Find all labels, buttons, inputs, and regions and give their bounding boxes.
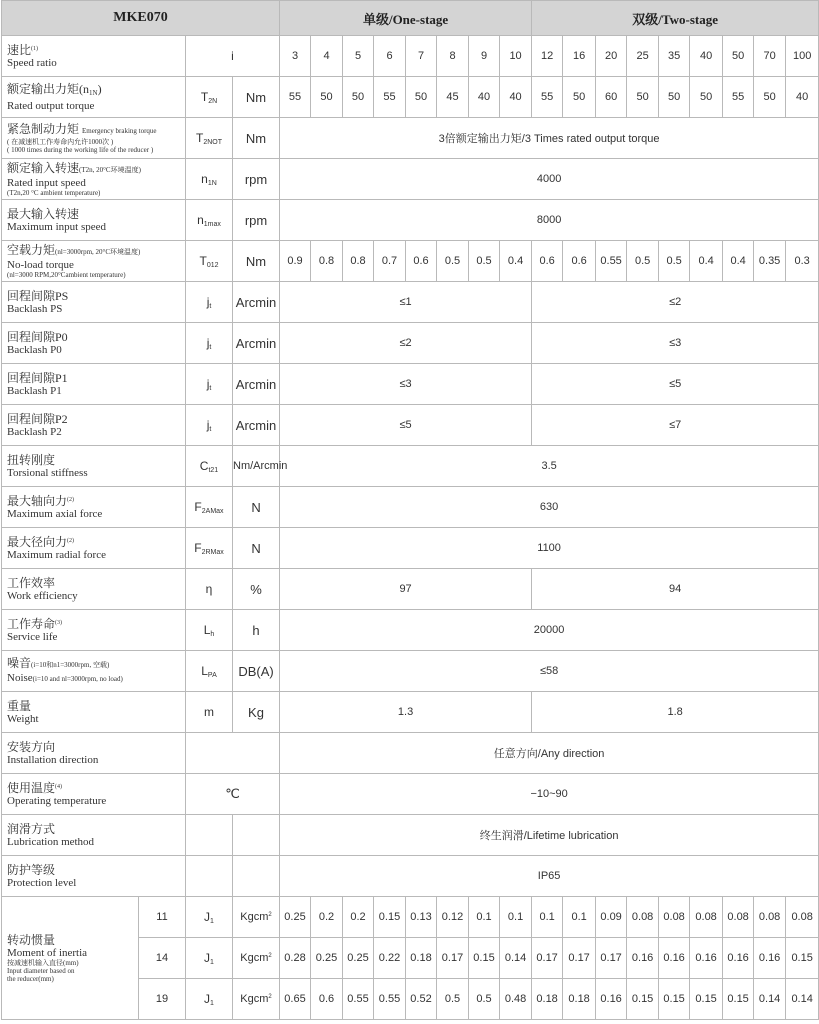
inertia-value: 0.17 [532, 938, 563, 979]
ratio-value: 25 [627, 36, 659, 77]
inertia-value: 0.16 [690, 938, 723, 979]
max-axial-force-label: 最大轴向力$^{(2)}$ Maximum axial force [2, 487, 186, 528]
no-load-value: 0.5 [437, 241, 469, 282]
service-life-row [2, 610, 819, 651]
inertia-value: 0.14 [754, 979, 786, 1020]
emergency-braking-value: 3倍额定输出力矩/3 Times rated output torque [280, 118, 819, 159]
symbol-cell: $T_{2N}$ [186, 77, 233, 118]
no-load-value: 0.5 [659, 241, 690, 282]
efficiency-row [2, 569, 819, 610]
unit-cell: Arcmin [233, 323, 280, 364]
max-axial-force-value: 630 [280, 487, 819, 528]
inertia-value: 0.55 [343, 979, 374, 1020]
ratio-value: 20 [596, 36, 627, 77]
symbol-cell: $F_{2AMax}$ [186, 487, 233, 528]
inertia-value: 0.09 [596, 897, 627, 938]
inertia-value: 0.08 [659, 897, 690, 938]
empty-cell [233, 856, 280, 897]
no-load-value: 0.5 [627, 241, 659, 282]
empty-cell [233, 815, 280, 856]
backlash-one-stage: ≤5 [280, 405, 532, 446]
inertia-value: 0.16 [723, 938, 754, 979]
ratio-value: 10 [500, 36, 532, 77]
max-input-speed-label: 最大输入转速 Maximum input speed [2, 200, 186, 241]
inertia-value: 0.1 [469, 897, 500, 938]
inertia-value: 0.18 [406, 938, 437, 979]
unit-cell: Kgcm$^2$ [233, 938, 280, 979]
lubrication-row [2, 815, 819, 856]
efficiency-two-stage: 94 [532, 569, 819, 610]
torque-value: 40 [469, 77, 500, 118]
torque-value: 50 [627, 77, 659, 118]
unit-cell: Nm [233, 118, 280, 159]
inertia-value: 0.08 [690, 897, 723, 938]
inertia-value: 0.1 [500, 897, 532, 938]
backlash-one-stage: ≤3 [280, 364, 532, 405]
inertia-value: 0.5 [437, 979, 469, 1020]
max-radial-force-value: 1100 [280, 528, 819, 569]
unit-cell: Arcmin [233, 282, 280, 323]
torque-value: 60 [596, 77, 627, 118]
inertia-value: 0.14 [500, 938, 532, 979]
installation-value: 任意方向/Any direction [280, 733, 819, 774]
operating-temp-label: 使用温度$^{(4)}$ Operating temperature [2, 774, 186, 815]
ratio-value: 12 [532, 36, 563, 77]
inertia-value: 0.12 [437, 897, 469, 938]
inertia-value: 0.08 [754, 897, 786, 938]
torque-value: 55 [532, 77, 563, 118]
torque-value: 45 [437, 77, 469, 118]
operating-temp-row [2, 774, 819, 815]
inertia-label: 转动惯量 Moment of inertia 按减速机输入直径(mm) Input diameter based on the reducer(mm) [2, 897, 139, 1020]
backlash-one-stage: ≤1 [280, 282, 532, 323]
torsional-stiffness-row [2, 446, 819, 487]
torque-value: 55 [280, 77, 311, 118]
inertia-value: 0.16 [754, 938, 786, 979]
inertia-value: 0.28 [280, 938, 311, 979]
speed-ratio-label: 速比$^{(1)}$ Speed ratio [2, 36, 186, 77]
model-name: MKE070 [2, 1, 280, 36]
installation-row [2, 733, 819, 774]
inertia-value: 0.55 [374, 979, 406, 1020]
torque-value: 55 [374, 77, 406, 118]
noise-row [2, 651, 819, 692]
service-life-value: 20000 [280, 610, 819, 651]
torque-value: 50 [343, 77, 374, 118]
inertia-value: 0.2 [343, 897, 374, 938]
symbol-cell: $j_t$ [186, 323, 233, 364]
symbol-cell: $T_{012}$ [186, 241, 233, 282]
efficiency-label: 工作效率 Work efficiency [2, 569, 186, 610]
inertia-value: 0.15 [627, 979, 659, 1020]
inertia-value: 0.16 [659, 938, 690, 979]
inertia-value: 0.25 [311, 938, 343, 979]
table-header-row [2, 1, 819, 36]
unit-cell: Nm [233, 77, 280, 118]
ratio-value: 100 [786, 36, 819, 77]
inertia-value: 0.1 [563, 897, 596, 938]
inertia-value: 0.13 [406, 897, 437, 938]
symbol-cell: $J_1$ [186, 979, 233, 1020]
torque-value: 50 [406, 77, 437, 118]
torque-value: 50 [311, 77, 343, 118]
no-load-value: 0.6 [406, 241, 437, 282]
no-load-value: 0.9 [280, 241, 311, 282]
protection-value: IP65 [280, 856, 819, 897]
symbol-cell: η [186, 569, 233, 610]
inertia-value: 0.15 [374, 897, 406, 938]
one-stage-header: 单级/One-stage [280, 1, 532, 36]
rated-input-speed-label: 额定输入转速(T2n, 20°C环境温度) Rated input speed (T2n,20 °C ambient temperature) [2, 159, 186, 200]
inertia-value: 0.15 [786, 938, 819, 979]
ratio-value: 35 [659, 36, 690, 77]
no-load-value: 0.6 [563, 241, 596, 282]
inertia-value: 0.52 [406, 979, 437, 1020]
symbol-cell: $C_{t21}$ [186, 446, 233, 487]
rated-output-torque-label: 额定输出力矩$(n_{1N})$ Rated output torque [2, 77, 186, 118]
unit-cell: rpm [233, 200, 280, 241]
ratio-value: 8 [437, 36, 469, 77]
no-load-value: 0.3 [786, 241, 819, 282]
lubrication-value: 终生润滑/Lifetime lubrication [280, 815, 819, 856]
torque-value: 50 [563, 77, 596, 118]
inertia-value: 0.17 [437, 938, 469, 979]
inertia-value: 0.6 [311, 979, 343, 1020]
torque-value: 40 [786, 77, 819, 118]
ratio-value: 40 [690, 36, 723, 77]
inertia-value: 0.16 [596, 979, 627, 1020]
backlash-two-stage: ≤7 [532, 405, 819, 446]
empty-cell [186, 815, 233, 856]
backlash-two-stage: ≤3 [532, 323, 819, 364]
unit-cell: Kg [233, 692, 280, 733]
max-input-speed-row [2, 200, 819, 241]
inertia-value: 0.17 [563, 938, 596, 979]
unit-cell: N [233, 487, 280, 528]
unit-cell: Arcmin [233, 405, 280, 446]
ratio-value: 70 [754, 36, 786, 77]
no-load-value: 0.4 [690, 241, 723, 282]
empty-cell [186, 856, 233, 897]
backlash-ps-row [2, 282, 819, 323]
noise-value: ≤58 [280, 651, 819, 692]
protection-label: 防护等级 Protection level [2, 856, 186, 897]
ratio-value: 6 [374, 36, 406, 77]
no-load-value: 0.4 [723, 241, 754, 282]
ratio-value: 4 [311, 36, 343, 77]
two-stage-header: 双级/Two-stage [532, 1, 819, 36]
weight-one-stage: 1.3 [280, 692, 532, 733]
inertia-value: 0.17 [596, 938, 627, 979]
no-load-value: 0.35 [754, 241, 786, 282]
inertia-value: 0.48 [500, 979, 532, 1020]
symbol-cell: $F_{2RMax}$ [186, 528, 233, 569]
backlash-p0-label: 回程间隙P0 Backlash P0 [2, 323, 186, 364]
inertia-value: 0.65 [280, 979, 311, 1020]
unit-cell: % [233, 569, 280, 610]
no-load-value: 0.8 [343, 241, 374, 282]
torsional-stiffness-value: 3.5 [280, 446, 819, 487]
symbol-cell: $n_{1N}$ [186, 159, 233, 200]
inertia-value: 0.25 [343, 938, 374, 979]
torque-value: 55 [723, 77, 754, 118]
input-diameter: 14 [139, 938, 186, 979]
unit-cell: DB(A) [233, 651, 280, 692]
inertia-row [2, 897, 819, 938]
no-load-value: 0.5 [469, 241, 500, 282]
installation-label: 安装方向 Installation direction [2, 733, 186, 774]
symbol-cell: $L_h$ [186, 610, 233, 651]
backlash-two-stage: ≤5 [532, 364, 819, 405]
ratio-value: 9 [469, 36, 500, 77]
symbol-cell: $j_t$ [186, 405, 233, 446]
unit-cell: Arcmin [233, 364, 280, 405]
inertia-value: 0.15 [469, 938, 500, 979]
inertia-value: 0.18 [532, 979, 563, 1020]
rated-input-speed-value: 4000 [280, 159, 819, 200]
weight-row [2, 692, 819, 733]
torsional-stiffness-label: 扭转刚度 Torsional stiffness [2, 446, 186, 487]
symbol-cell: $L_{PA}$ [186, 651, 233, 692]
symbol-cell: $j_t$ [186, 364, 233, 405]
symbol-cell: $n_{1max}$ [186, 200, 233, 241]
empty-cell [186, 733, 280, 774]
inertia-value: 0.16 [627, 938, 659, 979]
inertia-value: 0.14 [786, 979, 819, 1020]
speed-ratio-row [2, 36, 819, 77]
max-input-speed-value: 8000 [280, 200, 819, 241]
noise-label: 噪音(i=10和n1=3000rpm, 空载) Noise(i=10 and nl=3000rpm, no load) [2, 651, 186, 692]
rated-output-torque-row [2, 77, 819, 118]
inertia-value: 0.08 [723, 897, 754, 938]
ratio-value: 16 [563, 36, 596, 77]
torque-value: 40 [500, 77, 532, 118]
unit-cell: Kgcm$^2$ [233, 897, 280, 938]
inertia-value: 0.22 [374, 938, 406, 979]
max-radial-force-row [2, 528, 819, 569]
max-axial-force-row [2, 487, 819, 528]
efficiency-one-stage: 97 [280, 569, 532, 610]
torque-value: 50 [690, 77, 723, 118]
lubrication-label: 润滑方式 Lubrication method [2, 815, 186, 856]
inertia-value: 0.08 [786, 897, 819, 938]
no-load-value: 0.6 [532, 241, 563, 282]
inertia-value: 0.15 [690, 979, 723, 1020]
symbol-cell: $T_{2NOT}$ [186, 118, 233, 159]
max-radial-force-label: 最大径向力$^{(2)}$ Maximum radial force [2, 528, 186, 569]
unit-cell: N [233, 528, 280, 569]
no-load-value: 0.8 [311, 241, 343, 282]
ratio-value: 50 [723, 36, 754, 77]
torque-value: 50 [659, 77, 690, 118]
inertia-value: 0.18 [563, 979, 596, 1020]
backlash-p1-row [2, 364, 819, 405]
spec-table [1, 0, 819, 1020]
no-load-value: 0.55 [596, 241, 627, 282]
inertia-value: 0.2 [311, 897, 343, 938]
symbol-cell: $J_1$ [186, 938, 233, 979]
no-load-value: 0.4 [500, 241, 532, 282]
ratio-value: 3 [280, 36, 311, 77]
torque-value: 50 [754, 77, 786, 118]
no-load-torque-row [2, 241, 819, 282]
inertia-value: 0.5 [469, 979, 500, 1020]
rated-input-speed-row [2, 159, 819, 200]
backlash-p1-label: 回程间隙P1 Backlash P1 [2, 364, 186, 405]
inertia-value: 0.25 [280, 897, 311, 938]
ratio-value: 7 [406, 36, 437, 77]
backlash-p2-label: 回程间隙P2 Backlash P2 [2, 405, 186, 446]
service-life-label: 工作寿命$^{(3)}$ Service life [2, 610, 186, 651]
unit-cell: h [233, 610, 280, 651]
backlash-ps-label: 回程间隙PS Backlash PS [2, 282, 186, 323]
protection-row [2, 856, 819, 897]
unit-cell: Nm [233, 241, 280, 282]
symbol-cell: $J_1$ [186, 897, 233, 938]
inertia-value: 0.15 [659, 979, 690, 1020]
unit-cell: Kgcm$^2$ [233, 979, 280, 1020]
input-diameter: 19 [139, 979, 186, 1020]
weight-two-stage: 1.8 [532, 692, 819, 733]
backlash-one-stage: ≤2 [280, 323, 532, 364]
backlash-two-stage: ≤2 [532, 282, 819, 323]
no-load-torque-label: 空载力矩(nl=3000rpm, 20°C环境温度) No-load torque (nl=3000 RPM,20°Cambient temperature) [2, 241, 186, 282]
backlash-p0-row [2, 323, 819, 364]
operating-temp-value: −10~90 [280, 774, 819, 815]
inertia-value: 0.15 [723, 979, 754, 1020]
ratio-value: 5 [343, 36, 374, 77]
unit-cell: Nm/Arcmin [233, 446, 280, 487]
input-diameter: 11 [139, 897, 186, 938]
backlash-p2-row [2, 405, 819, 446]
emergency-braking-label: 紧急制动力矩 Emergency braking torque ( 在减速机工作寿命内允许1000次 ) ( 1000 times during the working life of the reducer ) [2, 118, 186, 159]
symbol-cell: $j_t$ [186, 282, 233, 323]
speed-ratio-symbol: i [186, 36, 280, 77]
weight-label: 重量 Weight [2, 692, 186, 733]
no-load-value: 0.7 [374, 241, 406, 282]
unit-cell: rpm [233, 159, 280, 200]
emergency-braking-row [2, 118, 819, 159]
inertia-value: 0.1 [532, 897, 563, 938]
unit-cell: ℃ [186, 774, 280, 815]
symbol-cell: m [186, 692, 233, 733]
inertia-value: 0.08 [627, 897, 659, 938]
